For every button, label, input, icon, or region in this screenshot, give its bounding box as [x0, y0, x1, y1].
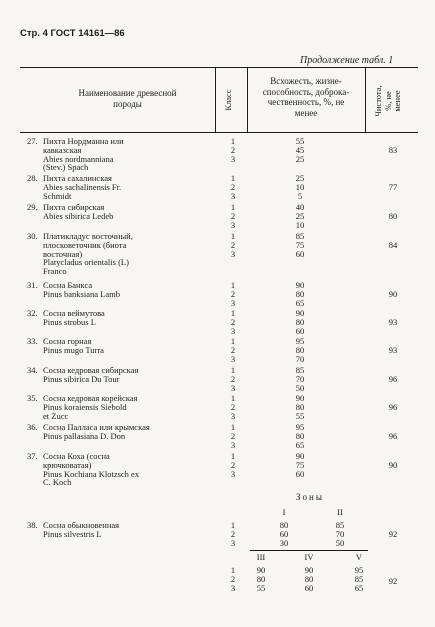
species-name: Сосна веймутова Pinus strobus L: [43, 308, 105, 327]
species-name: Сосна горная Pinus mugo Turra: [43, 336, 104, 355]
class-values: 1 2 3: [230, 365, 236, 393]
purity-value: 96: [388, 402, 398, 412]
zone-label: II: [337, 507, 343, 517]
row-number: 32.: [27, 308, 38, 318]
class-values: 1 2 3: [230, 231, 236, 259]
column-divider: [365, 67, 366, 133]
row-number: 37.: [27, 451, 38, 461]
germination-values: 55 45 25: [295, 136, 305, 164]
species-name: Сосна Банкса Pinus banksiana Lamb: [43, 280, 120, 299]
row-number: 28.: [27, 173, 38, 183]
class-column-header: Класс: [223, 89, 233, 111]
row-number: 36.: [27, 422, 38, 432]
germination-values: 85 75 60: [295, 231, 305, 259]
class-values: 1 2 3: [230, 308, 236, 336]
purity-value: 96: [388, 431, 398, 441]
page-header: Стр. 4 ГОСТ 14161—86: [20, 28, 125, 39]
zone-I-values: 80 60 30: [279, 520, 289, 548]
germination-column-header: Всхожесть, жизне- способность, доброка- чественность, %, не менее: [262, 76, 350, 118]
zone-IV-values: 90 80 60: [304, 565, 314, 593]
row-number: 29.: [27, 202, 38, 212]
zone-label: III: [256, 552, 266, 562]
purity-column-header: Чистота, %, не менее: [373, 85, 402, 117]
purity-value: 93: [388, 317, 398, 327]
germination-values: 95 80 70: [295, 336, 305, 364]
germination-values: 90 75 60: [295, 451, 305, 479]
purity-value: 83: [388, 145, 398, 155]
class-values: 1 2 3: [230, 336, 236, 364]
species-name: Пихта сибирская Abies sibirica Ledeb: [43, 202, 114, 221]
species-name: Пихта Нордманна или кавказская Abies nordmanniana (Stev.) Spach: [43, 136, 124, 173]
species-name: Платикладус восточный, плосковеточник (биота восточная) Platycladus orientalis (L) Franco: [43, 231, 133, 277]
purity-value: 90: [388, 289, 398, 299]
table-continuation-label: Продолжение табл. 1: [300, 55, 394, 66]
germination-values: 90 80 65: [295, 280, 305, 308]
germination-values: 90 80 60: [295, 308, 305, 336]
row-number: 34.: [27, 365, 38, 375]
class-values: 1 2 3: [230, 280, 236, 308]
species-name: Сосна кедровая сибирская Pinus sibirica Du Tour: [43, 365, 139, 384]
purity-value: 80: [388, 211, 398, 221]
purity-value: 77: [388, 182, 398, 192]
purity-value: 90: [388, 460, 398, 470]
class-values: 1 2 3: [230, 393, 236, 421]
zones-title: Зоны: [296, 492, 324, 502]
purity-value: 92: [388, 529, 398, 539]
purity-value: 96: [388, 374, 398, 384]
class-values: 1 2 3: [230, 136, 236, 164]
zone-V-values: 95 85 65: [354, 565, 364, 593]
row-number: 27.: [27, 136, 38, 146]
column-divider: [215, 67, 216, 133]
germination-values: 85 70 50: [295, 365, 305, 393]
purity-value: 92: [388, 576, 398, 586]
germination-values: 40 25 10: [295, 202, 305, 230]
zone-II-values: 85 70 50: [335, 520, 345, 548]
germination-values: 95 80 65: [295, 422, 305, 450]
class-values: 1 2 3: [230, 451, 236, 479]
species-name: Сосна кедровая корейская Pinus koraiensis Siebold et Zucc: [43, 393, 138, 421]
purity-value: 93: [388, 345, 398, 355]
germination-values: 25 10 5: [295, 173, 305, 201]
table-header-rule: [20, 132, 418, 133]
column-divider: [247, 67, 248, 133]
zone-label: IV: [304, 552, 314, 562]
row-number: 30.: [27, 231, 38, 241]
row-number: 33.: [27, 336, 38, 346]
purity-value: 84: [388, 240, 398, 250]
row-number: 35.: [27, 393, 38, 403]
species-column-header: Наименование древесной породы: [78, 88, 177, 109]
table-top-rule: [20, 67, 418, 68]
species-name: Сосна Палласа или крымская Pinus pallasiana D. Don: [43, 422, 150, 441]
row-number: 31.: [27, 280, 38, 290]
zone-label: V: [355, 552, 363, 562]
species-name: Сосна Коха (сосна крючковатая) Pinus Kochiana Klotzsch ex C. Koch: [43, 451, 140, 488]
zone-rule: [250, 550, 368, 551]
germination-values: 90 80 55: [295, 393, 305, 421]
species-name: Пихта сахалинская Abies sachalinensis Fr. Schmidt: [43, 173, 122, 201]
zone-label: I: [282, 507, 286, 517]
zone-III-values: 90 80 55: [256, 565, 266, 593]
class-values: 1 2 3: [230, 202, 236, 230]
class-values: 1 2 3: [230, 173, 236, 201]
class-values: 1 2 3: [230, 422, 236, 450]
